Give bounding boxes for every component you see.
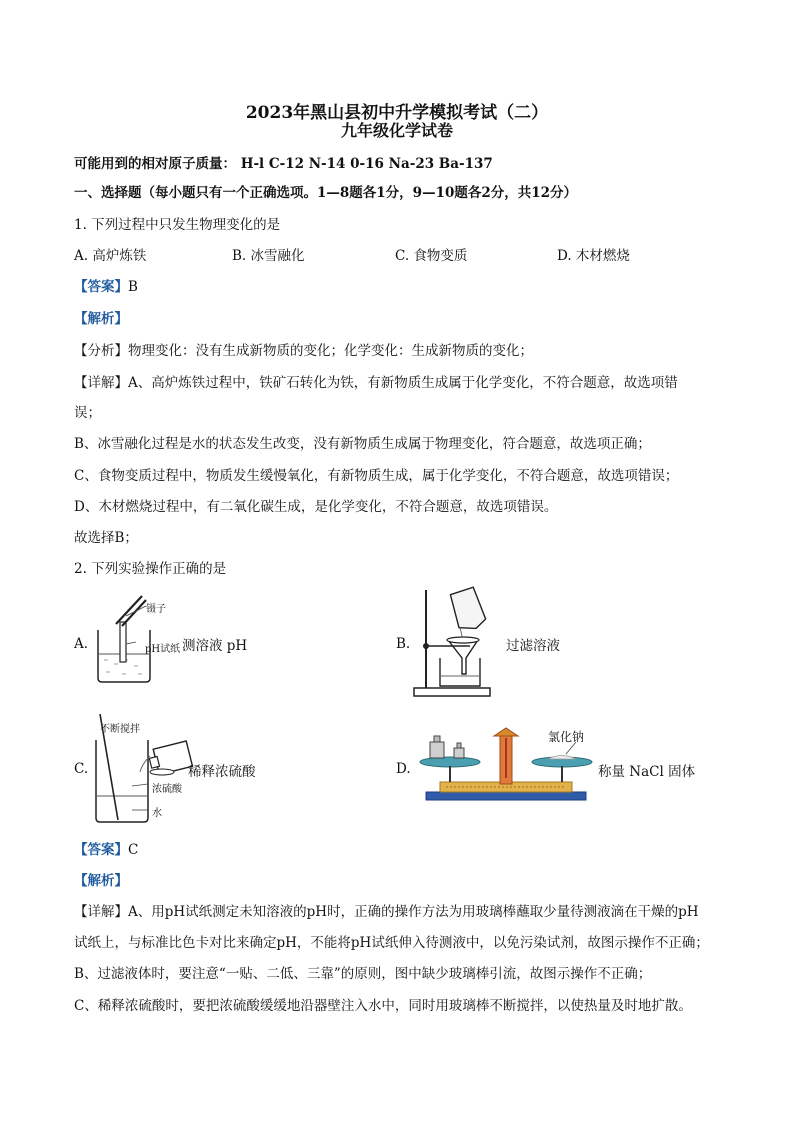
q2-option-a-text: 测溶液 pH (182, 638, 248, 654)
q2-answer-value: C (128, 842, 139, 858)
detail-a-text: A、用pH试纸测定未知溶液的pH时，正确的操作方法为用玻璃棒蘸取少量待测液滴在干燥的pH (128, 904, 699, 920)
q2-option-d-letter: D. (396, 761, 411, 777)
q1-answer (74, 275, 138, 295)
answer-tag: 【答案】 (74, 842, 128, 858)
q2-detail-a (74, 900, 699, 920)
q1-answer-value: B (128, 279, 138, 295)
q1-option-b: B. 冰雪融化 (232, 248, 305, 264)
q2-option-c-letter: C. (74, 761, 89, 777)
fenxi-tag: 【分析】 (74, 343, 128, 359)
acid-label: 浓硫酸 (152, 784, 182, 795)
fenxi-text: 物理变化：没有生成新物质的变化；化学变化：生成新物质的变化； (128, 343, 533, 359)
q1-detail-a-cont: 误； (74, 405, 101, 421)
q2-option-c-text: 稀释浓硫酸 (188, 764, 256, 780)
salt-label: 氯化钠 (548, 730, 585, 744)
section-heading: 一、选择题（每小题只有一个正确选项。1—8题各1分，9—10题各2分，共12分） (74, 185, 578, 201)
page-title: 2023年黑山县初中升学模拟考试（二） (245, 103, 549, 123)
detail-tag: 【详解】 (74, 375, 128, 391)
q1-option-a: A. 高炉炼铁 (74, 248, 147, 264)
q1-stem: 1. 下列过程中只发生物理变化的是 (74, 217, 281, 233)
q1-detail-b: B、冰雪融化过程是水的状态发生改变，没有新物质生成属于物理变化，符合题意，故选项正确； (74, 436, 651, 452)
q2-answer (74, 838, 138, 858)
q2-option-d-text: 称量 NaCl 固体 (598, 764, 696, 780)
detail-tag: 【详解】 (74, 904, 128, 920)
filtration-figure (410, 584, 500, 698)
detail-a-text: A、高炉炼铁过程中，铁矿石转化为铁，有新物质生成属于化学变化，不符合题意，故选项错 (128, 375, 678, 391)
tweezers-label: 镊子 (146, 604, 166, 615)
q2-option-a-letter: A. (74, 636, 89, 652)
q1-fenxi (74, 339, 533, 359)
water-label: 水 (152, 808, 162, 819)
stir-label: 不断搅拌 (100, 724, 140, 735)
q1-conclusion: 故选择B； (74, 530, 138, 546)
answer-tag: 【答案】 (74, 279, 128, 295)
atomic-mass-line: 可能用到的相对原子质量： H-l C-12 N-14 0-16 Na-23 Ba-137 (74, 156, 493, 172)
q1-detail-a (74, 371, 678, 391)
q2-detail-c: C、稀释浓硫酸时，要把浓硫酸缓缓地沿器壁注入水中，同时用玻璃棒不断搅拌，以使热量及时地扩散。 (74, 998, 692, 1014)
q1-analysis (74, 307, 128, 327)
q2-option-b-text: 过滤溶液 (506, 638, 560, 654)
q2-detail-a-cont: 试纸上，与标准比色卡对比来确定pH，不能将pH试纸伸入待测液中，以免污染试剂，故图示操作不正确； (74, 935, 709, 951)
analysis-tag: 【解析】 (74, 311, 128, 327)
q2-detail-b: B、过滤液体时，要注意“一贴、二低、三靠”的原则，图中缺少玻璃棒引流，故图示操作不正确； (74, 966, 652, 982)
q1-detail-c: C、食物变质过程中，物质发生缓慢氧化，有新物质生成，属于化学变化，不符合题意，故选项错误； (74, 468, 679, 484)
page-subtitle: 九年级化学试卷 (340, 121, 453, 140)
analysis-tag: 【解析】 (74, 873, 128, 889)
q1-detail-d: D、木材燃烧过程中，有二氧化碳生成，是化学变化，不符合题意，故选项错误。 (74, 499, 558, 515)
q2-stem: 2. 下列实验操作正确的是 (74, 561, 227, 577)
ph-paper-label: pH试纸 (145, 644, 181, 655)
q1-option-d: D. 木材燃烧 (557, 248, 630, 264)
q2-option-b-letter: B. (396, 636, 411, 652)
q2-analysis (74, 869, 128, 889)
q1-option-c: C. 食物变质 (395, 248, 468, 264)
